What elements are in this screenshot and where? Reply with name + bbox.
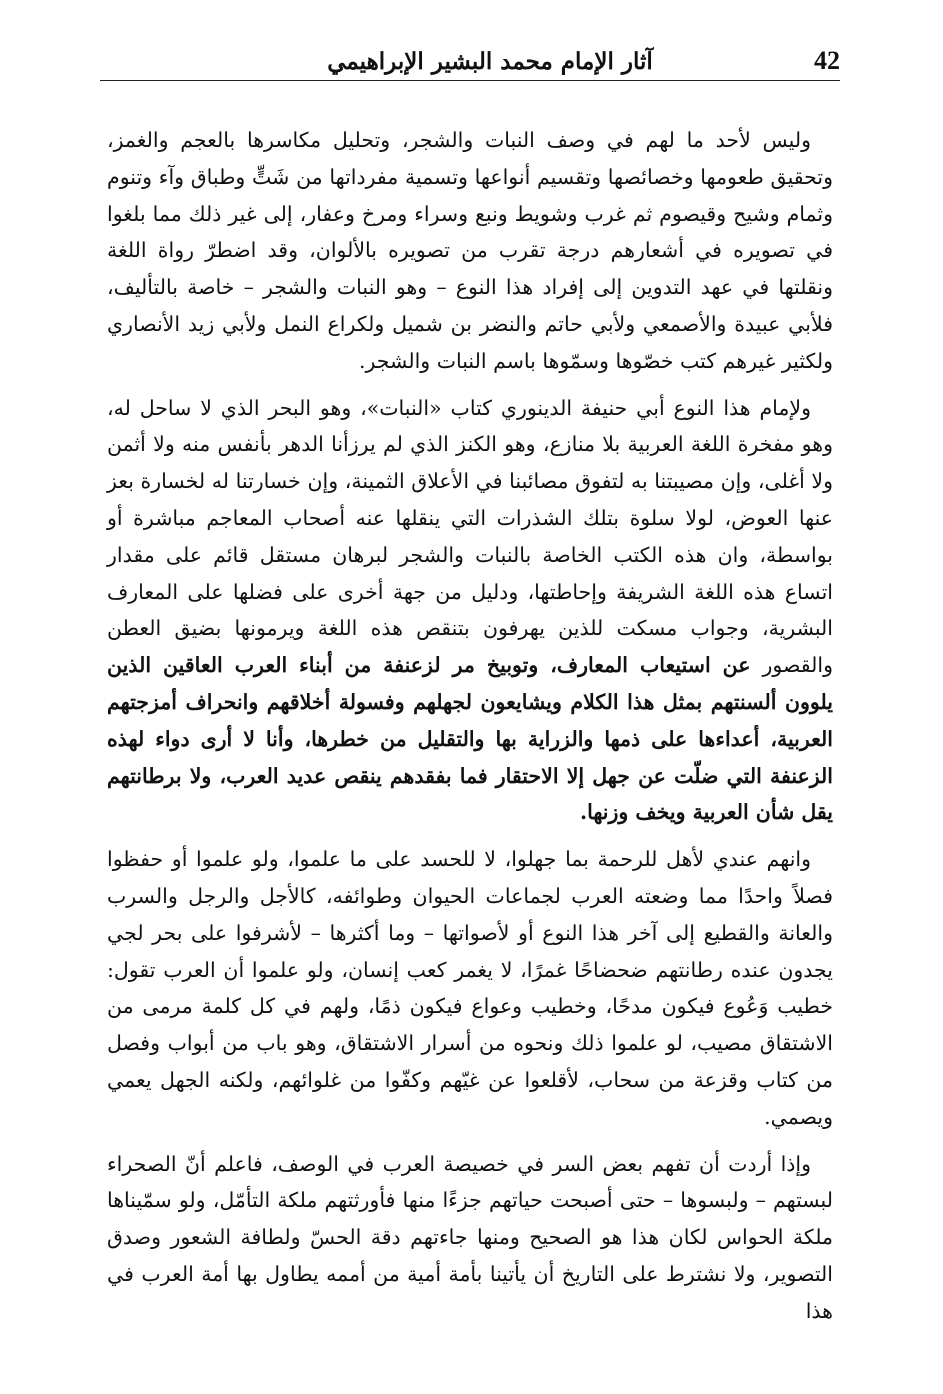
paragraph-1-text: وليس لأحد ما لهم في وصف النبات والشجر، وتحليل مكاسرها بالعجم والغمز، وتحقيق طعومها وخصائصها وتقسيم أنواعها وتسمية مفرداتها من شَتٍّ وطباق وآء وتنوم وثمام وشيح وقيصوم ثم غرب وشويط ونبع وسراء ومرخ وعفار، إلى غير ذلك مما بلغوا في تصويره في أشعارهم درجة تقرب من تصويره بالألوان، وقد اضطرّ رواة اللغة ونقلتها في عهد التدوين إلى إفراد هذا النوع – وهو النبات والشجر – خاصة بالتأليف، فلأبي عبيدة والأصمعي ولأبي حاتم والنضر بن شميل ولكراع النمل ولأبي زيد الأنصاري ولكثير غيرهم كتب خصّوها وسمّوها باسم النبات والشجر. [107, 128, 833, 373]
paragraph-1 [107, 122, 833, 380]
paragraph-2 [107, 390, 833, 832]
page-header [100, 40, 840, 81]
body-text [107, 122, 833, 1340]
paragraph-2-text: ولإمام هذا النوع أبي حنيفة الدينوري كتاب «النبات»، وهو البحر الذي لا ساحل له، وهو مفخرة اللغة العربية بلا منازع، وهو الكنز الذي لم يرزأنا الدهر بأنفس منه ولا أثمن ولا أغلى، وإن مصيبتنا به لتفوق مصائبنا في الأعلاق الثمينة، وإن خسارتنا له لخسارة بعز عنها العوض، لولا سلوة بتلك الشذرات التي ينقلها عنه أصحاب المعاجم مباشرة أو بواسطة، وان هذه الكتب الخاصة بالنبات والشجر لبرهان مستقل قائم على مقدار اتساع هذه اللغة الشريفة وإحاطتها، ودليل من جهة أخرى على فضلها على المعارف البشرية، وجواب مسكت للذين يهرفون بتنقص هذه اللغة ويرمونها بضيق العطن والقصور [107, 395, 833, 678]
paragraph-3-text: وانهم عندي لأهل للرحمة بما جهلوا، لا للحسد على ما علموا، ولو علموا أو حفظوا فصلاً واحدًا مما وضعته العرب لجماعات الحيوان وطوائفه، كالأجل والرجل والسرب والعانة والقطيع إلى آخر هذا النوع أو لأصواتها – وما أكثرها – لأشرفوا على بحر لجي يجدون عنده رطانتهم ضحضاحًا غمرًا، لا يغمر كعب إنسان، ولو علموا أن العرب تقول: خطيب وَعُوع فيكون مدحًا، وخطيب وعواع فيكون ذمًا، ولهم في كل كلمة مرمى من الاشتقاق مصيب، لو علموا ذلك ونحوه من أسرار الاشتقاق، وهو باب من أبواب وفصل من كتاب وقزعة من سحاب، لأقلعوا عن غيّهم وكفّوا من غلوائهم، ولكنه الجهل يعمي ويصمي. [107, 847, 833, 1129]
running-title: آثار الإمام محمد البشير الإبراهيمي [327, 48, 653, 75]
paragraph-4-text: وإذا أردت أن تفهم بعض السر في خصيصة العرب في الوصف، فاعلم أنّ الصحراء لبستهم – ولبسوها – حتى أصبحت حياتهم جزءًا منها فأورثتهم ملكة التأمّل، ولو سمّيناها ملكة الحواس لكان هذا هو الصحيح ومنها جاءتهم دقة الحسّ ولطافة الشعور وصدق التصوير، ولا نشترط على التاريخ أن يأتينا بأمة أمية من أممه يطاول بها أمة العرب في هذا [107, 1151, 833, 1323]
paragraph-2-bold-text: عن استيعاب المعارف، وتوبيخ مر لزعنفة من أبناء العرب العاقين الذين يلوون ألسنتهم بمثل هذا الكلام ويشايعون لجهلهم وفسولة أخلاقهم وانحراف أمزجتهم العربية، أعداءها على ذمها والزراية بها والتقليل من خطرها، وأنا لا أرى دواء لهذه الزعنفة التي ضلّت عن جهل إلا الاحتقار فما بفقدهم ينقص عديد العرب، ولا برطانتهم يقل شأن العربية ويخف وزنها. [107, 653, 833, 825]
paragraph-3 [107, 841, 833, 1135]
page-number: 42 [814, 46, 840, 75]
paragraph-4 [107, 1146, 833, 1330]
